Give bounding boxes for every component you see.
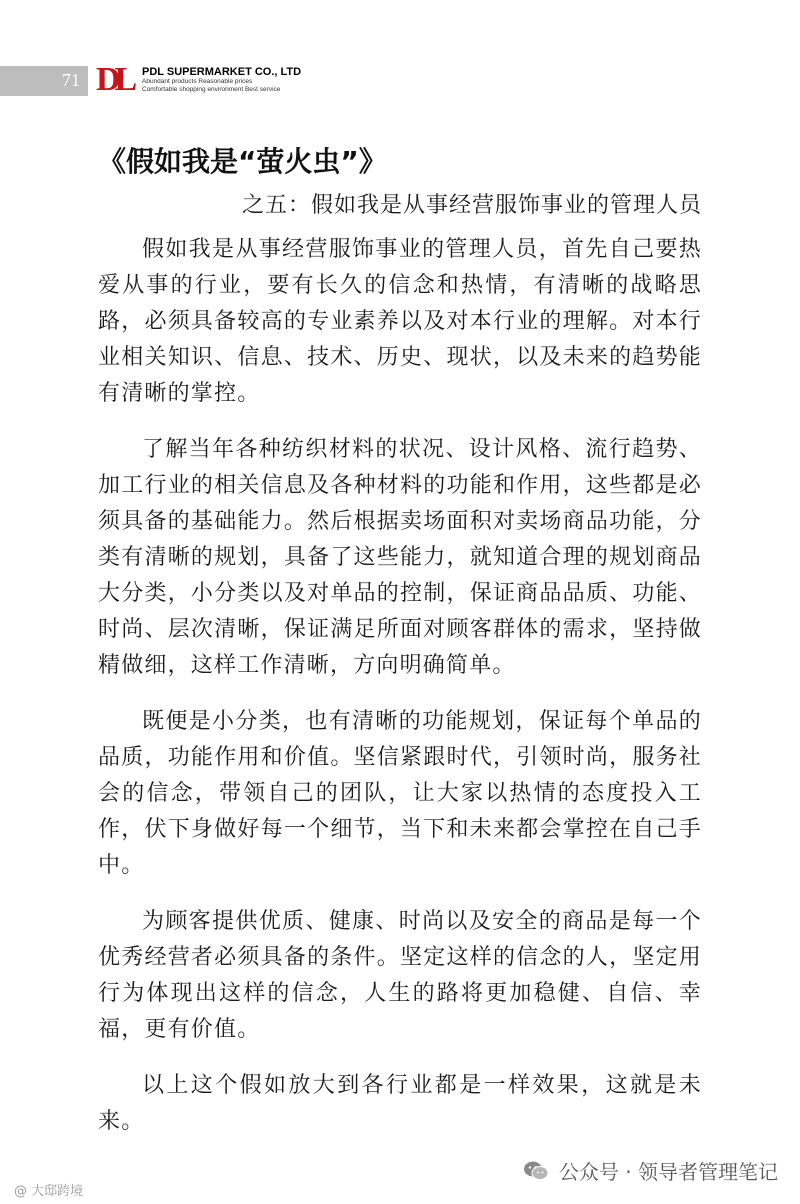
tagline-2: Comfortable shopping environment Best service bbox=[142, 85, 281, 93]
account-watermark[interactable] bbox=[523, 1156, 778, 1185]
logo-text bbox=[142, 67, 301, 93]
logo-mark: DL bbox=[96, 61, 132, 98]
paragraph: 假如我是从事经营服饰事业的管理人员，首先自己要热爱从事的行业，要有长久的信念和热情，有清晰的战略思路，必须具备较高的专业素养以及对本行业的理解。对本行业相关知识、信息、技术、历史、现状，以及未来的趋势能有清晰的掌控。 bbox=[98, 237, 702, 406]
account-name: 公众号 · 领导者管理笔记 bbox=[558, 1160, 778, 1184]
paragraph: 以上这个假如放大到各行业都是一样效果，这就是未来。 bbox=[98, 1073, 702, 1134]
article-body bbox=[98, 232, 702, 1160]
tagline-1: Abundant products Reasonable prices bbox=[142, 78, 253, 85]
watermark-left: @ 大邸跨境 bbox=[14, 1184, 84, 1199]
company-name: PDL SUPERMARKET CO., LTD bbox=[142, 66, 302, 78]
paragraph: 既便是小分类，也有清晰的功能规划，保证每个单品的品质，功能作用和价值。坚信紧跟时代，引领时尚，服务社会的信念，带领自己的团队，让大家以热情的态度投入工作，伏下身做好每一个细节，当下和未来都会掌控在自己手中。 bbox=[98, 709, 702, 878]
page-header bbox=[0, 61, 800, 98]
page-number: 71 bbox=[62, 70, 80, 90]
paragraph: 为顾客提供优质、健康、时尚以及安全的商品是每一个优秀经营者必须具备的条件。坚定这样的信念的人，坚定用行为体现出这样的信念，人生的路将更加稳健、自信、幸福，更有价值。 bbox=[98, 909, 702, 1042]
paragraph: 了解当年各种纺织材料的状况、设计风格、流行趋势、加工行业的相关信息及各种材料的功能和作用，这些都是必须具备的基础能力。然后根据卖场面积对卖场商品功能，分类有清晰的规划，具备了这些能力，就知道合理的规划商品大分类，小分类以及对单品的控制，保证商品品质、功能、时尚、层次清晰，保证满足所面对顾客群体的需求，坚持做精做细，这样工作清晰，方向明确简单。 bbox=[98, 437, 702, 678]
page-number-bar bbox=[0, 66, 88, 96]
wechat-icon bbox=[523, 1160, 549, 1182]
article-subtitle: 之五：假如我是从事经营服饰事业的管理人员 bbox=[241, 193, 702, 218]
article-title: 《假如我是“萤火虫”》 bbox=[98, 145, 387, 178]
